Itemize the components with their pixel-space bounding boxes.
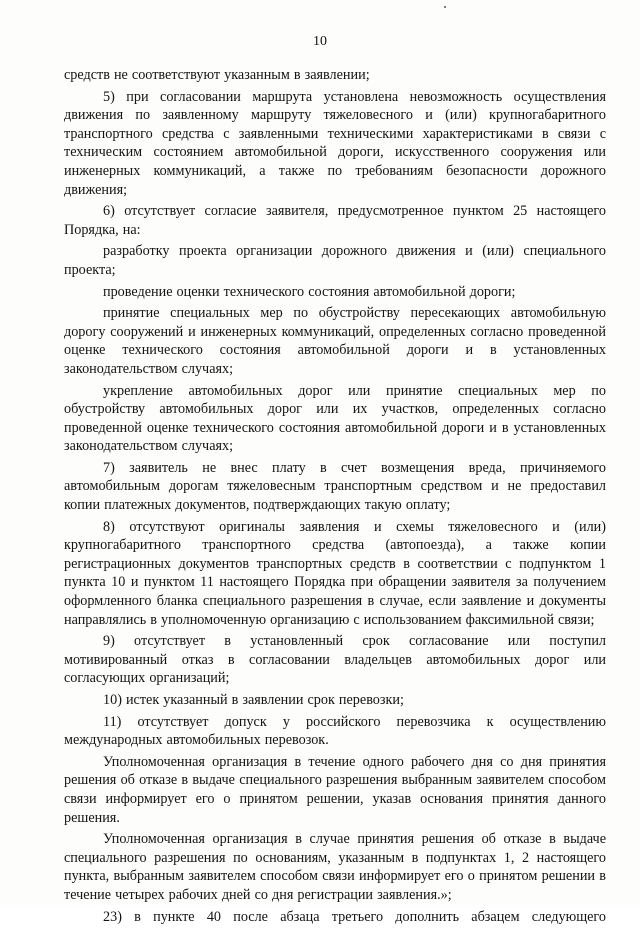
paragraph: 23) в пункте 40 после абзаца третьего дополнить абзацем следующего [103, 908, 606, 925]
paragraph: 6) отсутствует согласие заявителя, предусмотренное пунктом 25 настоящего Порядка, на: [64, 203, 606, 238]
paragraph: проведение оценки технического состояния автомобильной дороги; [103, 283, 516, 300]
paragraph: средств не соответствуют указанным в заявлении; [64, 67, 370, 83]
paragraph: принятие специальных мер по обустройству пересекающих автомобильную дорогу сооружений и инженерных коммуникаций, определенных согласно проведенной оценке технического состояния автомобильной дороги и в установленных законодательством случаях; [64, 305, 606, 377]
paragraph: Уполномоченная организация в течение одного рабочего дня со дня принятия решения об отказе в выдаче специального разрешения выбранным заявителем способом связи информирует его о принятом решении, указав основания принятия данного решения. [64, 753, 606, 826]
paragraph: 5) при согласовании маршрута установлена невозможность осуществления движения по заявленному маршруту тяжеловесного и (или) крупногабаритного транспортного средства с заявленными техническими характеристиками в связи с техническим состоянием автомобильной дороги, искусственного сооружения или инженерных коммуникаций, а также по требованиям безопасности дорожного движения; [64, 88, 606, 198]
paragraph: 7) заявитель не внес плату в счет возмещения вреда, причиняемого автомобильным дорогам тяжеловесным транспортным средством и не предоставил копии платежных документов, подтверждающих такую оплату; [64, 459, 606, 514]
scan-speck [444, 6, 446, 8]
paragraph: 8) отсутствуют оригиналы заявления и схемы тяжеловесного и (или) крупногабаритного транспортного средства (автопоезда), а также копии регистрационных документов транспортных средств в соответствии с подпунктом 1 пункта 10 и пунктом 11 настоящего Порядка при обращении заявителя за получением оформленного бланка специального разрешения в случае, если заявление и документы направлялись в уполномоченную организацию с использованием факсимильной связи; [64, 518, 606, 628]
page-number: 10 [313, 34, 327, 49]
paragraph: разработку проекта организации дорожного движения и (или) специального проекта; [64, 243, 606, 278]
paragraph: укрепление автомобильных дорог или принятие специальных мер по обустройству автомобильных дорог или их участков, определенных согласно проведенной оценке технического состояния автомобильной дороги и в установленных законодательством случаях; [64, 382, 606, 455]
paragraph: 10) истек указанный в заявлении срок перевозки; [103, 692, 404, 708]
document-body [64, 66, 606, 929]
paragraph: 9) отсутствует в установленный срок согласование или поступил мотивированный отказ в согласовании владельцев автомобильных дорог или согласующих организаций; [64, 633, 606, 687]
paragraph: 11) отсутствует допуск у российского перевозчика к осуществлению международных автомобильных перевозок. [64, 713, 606, 749]
paragraph: Уполномоченная организация в случае принятия решения об отказе в выдаче специального разрешения по основаниям, указанным в подпунктах 1, 2 настоящего пункта, выбранным заявителем способом связи информирует его о принятом решении в течение четырех рабочих дней со дня регистрации заявления.»; [64, 831, 606, 903]
